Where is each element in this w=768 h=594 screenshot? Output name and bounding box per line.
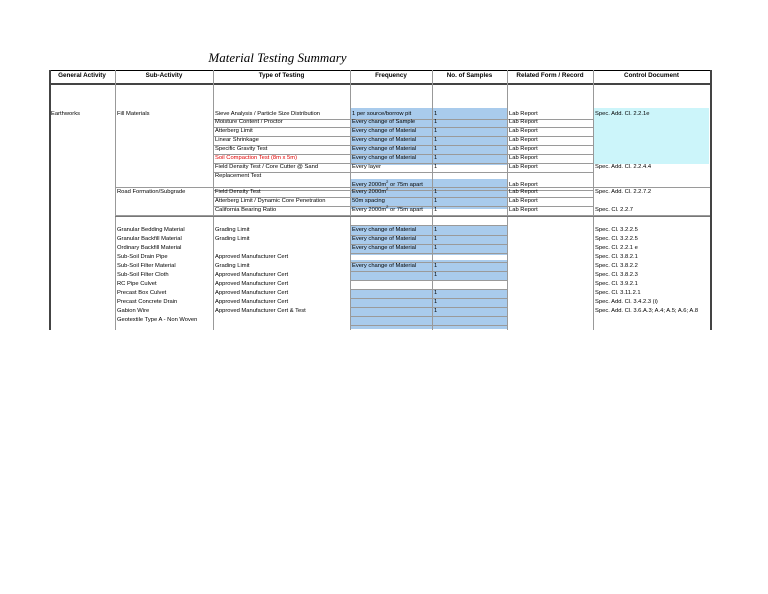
- row-line: [350, 325, 507, 326]
- sub-activity-cell: Road Formation/Subgrade: [117, 189, 186, 195]
- frequency-cell: [352, 186, 389, 197]
- form-record-cell: Lab Report: [509, 207, 538, 213]
- sample-count-cell: 1: [434, 164, 438, 170]
- cell-text: or 75m apart: [388, 182, 423, 188]
- row-line: [350, 225, 507, 226]
- form-record-cell: Lab Report: [509, 111, 538, 117]
- testing-type-cell: California Bearing Ratio: [215, 207, 277, 213]
- frequency-cell: Every change of Material: [352, 236, 417, 242]
- testing-type-cell: Approved Manufacturer Cert: [215, 290, 289, 296]
- sub-activity-cell: Sub-Soil Drain Pipe: [117, 254, 168, 260]
- frequency-cell: 50m spacing: [352, 198, 385, 204]
- testing-type-cell: Atterberg Limit / Dynamic Core Penetration: [215, 198, 326, 204]
- form-record-cell: Lab Report: [509, 155, 538, 161]
- control-document-cell: Spec. Cl. 3.11.2.1: [595, 290, 641, 296]
- testing-type-cell: Linear Shrinkage: [215, 137, 259, 143]
- sample-count-cell: 1: [434, 272, 438, 278]
- cell-text: Every 2000m: [352, 182, 387, 188]
- frequency-cell: Every change of Material: [352, 128, 417, 134]
- column-divider: [710, 70, 712, 330]
- sample-count-cell: 1: [434, 290, 438, 296]
- sample-count-cell: 1: [434, 146, 438, 152]
- control-document-cell: Spec. Add. Cl. 2.2.1e: [595, 111, 650, 117]
- control-document-cell: Spec. Cl. 3.8.2.1: [595, 254, 638, 260]
- column-divider: [115, 70, 116, 330]
- sample-count-cell: 1: [434, 207, 438, 213]
- sample-count-cell: 1: [434, 236, 438, 242]
- page-title: Material Testing Summary: [208, 50, 347, 65]
- frequency-fill-cert: [350, 289, 507, 329]
- testing-type-cell: Grading Limit: [215, 227, 250, 233]
- testing-type-cell: Approved Manufacturer Cert & Test: [215, 308, 306, 314]
- sub-activity-cell: Ordinary Backfill Material: [117, 245, 182, 251]
- control-document-cell: Spec. Add. Cl. 2.2.7.2: [595, 189, 652, 195]
- testing-type-cell: Grading Limit: [215, 236, 250, 242]
- sub-activity-cell: Sub-Soil Filter Cloth: [117, 272, 169, 278]
- form-record-cell: Lab Report: [509, 182, 538, 188]
- control-document-cell: Spec. Add. Cl. 3.4.2.3 (i): [595, 299, 658, 305]
- sample-count-cell: 1: [434, 155, 438, 161]
- form-record-cell: Lab Report: [509, 189, 538, 195]
- superscript: 2: [386, 186, 389, 192]
- frequency-cell: Every change of Material: [352, 245, 417, 251]
- control-document-cell: Spec. Cl. 3.2.2.5: [595, 227, 638, 233]
- form-record-cell: Lab Report: [509, 164, 538, 170]
- testing-type-cell: Sieve Analysis / Particle Size Distribution: [215, 111, 321, 117]
- frequency-cell: Every change of Material: [352, 137, 417, 143]
- cell-text: or 75m apart: [388, 207, 423, 213]
- testing-type-cell: Moisture Content / Proctor: [215, 119, 283, 125]
- column-header: General Activity: [58, 72, 106, 79]
- testing-type-cell: Approved Manufacturer Cert: [215, 254, 289, 260]
- row-line: [350, 307, 507, 308]
- row-line: [350, 253, 507, 254]
- sub-activity-cell: Precast Concrete Drain: [117, 299, 178, 305]
- column-header: Sub-Activity: [145, 72, 183, 79]
- control-document-cell: Spec. Add. Cl. 3.6.A.3; A.4; A.5; A.6; A.8: [595, 308, 699, 314]
- frequency-cell: Every change of Material: [352, 146, 417, 152]
- cell-text: Every 2000m: [352, 189, 387, 195]
- testing-type-cell: Replacement Test: [215, 173, 262, 179]
- row-line: [350, 316, 507, 317]
- sub-activity-cell: Precast Box Culvet: [117, 290, 167, 296]
- frequency-cell: Every change of Sample: [352, 119, 416, 125]
- column-divider: [593, 70, 594, 330]
- control-document-cell: Spec. Cl. 3.8.2.2: [595, 263, 638, 269]
- testing-type-cell: Atterberg Limit: [215, 128, 253, 134]
- form-record-cell: Lab Report: [509, 119, 538, 125]
- sub-activity-cell: RC Pipe Culvet: [117, 281, 157, 287]
- frequency-cell: 1 per source/borrow pit: [352, 111, 412, 117]
- testing-type-cell: Soil Compaction Test (8m x 5m): [215, 155, 298, 161]
- column-divider: [350, 70, 351, 330]
- row-line: [350, 271, 507, 272]
- testing-type-cell: Approved Manufacturer Cert: [215, 281, 289, 287]
- testing-type-cell: Approved Manufacturer Cert: [215, 272, 289, 278]
- form-record-cell: Lab Report: [509, 198, 538, 204]
- testing-type-cell: Field Density Test / Core Cutter @ Sand: [215, 164, 319, 170]
- superscript: 2: [386, 179, 389, 185]
- control-document-cell: Spec. Cl. 3.8.2.3: [595, 272, 638, 278]
- control-document-cell: Spec. Cl. 3.9.2.1: [595, 281, 638, 287]
- column-divider: [507, 70, 508, 330]
- column-header: Control Document: [624, 72, 679, 79]
- sample-count-cell: 1: [434, 111, 438, 117]
- column-divider: [49, 70, 51, 330]
- row-line: [350, 289, 507, 290]
- sample-count-cell: 1: [434, 198, 438, 204]
- form-record-cell: Lab Report: [509, 146, 538, 152]
- sub-activity-cell: Sub-Soil Filter Material: [117, 263, 176, 269]
- cell-text: Every 2000m: [352, 207, 387, 213]
- row-line: [213, 172, 593, 173]
- testing-type-cell: Specific Gravity Test: [215, 146, 268, 152]
- section-divider: [115, 216, 710, 217]
- form-record-cell: Lab Report: [509, 128, 538, 134]
- column-header: Frequency: [375, 72, 407, 79]
- material-testing-table: [49, 70, 710, 330]
- column-header: Related Form / Record: [516, 72, 584, 79]
- row-line: [350, 298, 507, 299]
- control-document-cell: Spec. Cl. 2.2.1 e: [595, 245, 638, 251]
- column-divider: [432, 70, 433, 330]
- control-document-cell: Spec. Add. Cl. 2.2.4.4: [595, 164, 652, 170]
- column-header: Type of Testing: [258, 72, 305, 79]
- testing-type-cell: Approved Manufacturer Cert: [215, 299, 289, 305]
- sample-count-cell: 1: [434, 263, 438, 269]
- row-line: [350, 280, 507, 281]
- form-record-cell: Lab Report: [509, 137, 538, 143]
- sample-count-cell: 1: [434, 128, 438, 134]
- testing-type-cell: Grading Limit: [215, 263, 250, 269]
- sample-count-cell: 1: [434, 189, 438, 195]
- control-document-cell: Spec. Cl. 2.2.7: [595, 207, 634, 213]
- sub-activity-cell: Fill Materials: [117, 111, 150, 117]
- column-divider: [213, 70, 214, 330]
- sub-activity-cell: Granular Bedding Material: [117, 227, 185, 233]
- sample-count-cell: 1: [434, 227, 438, 233]
- general-activity: Earthworks: [51, 111, 80, 117]
- sub-activity-cell: Granular Backfill Material: [117, 236, 182, 242]
- sample-count-cell: 1: [434, 137, 438, 143]
- sample-count-cell: 1: [434, 119, 438, 125]
- frequency-cell: Every change of Material: [352, 155, 417, 161]
- control-document-cell: Spec. Cl. 3.2.2.5: [595, 236, 638, 242]
- superscript: 2: [386, 204, 389, 210]
- sub-activity-cell: Gabion Wire: [117, 308, 150, 314]
- sample-count-cell: 1: [434, 245, 438, 251]
- column-header: No. of Samples: [446, 72, 493, 79]
- frequency-cell: Every change of Material: [352, 227, 417, 233]
- sample-count-cell: 1: [434, 299, 438, 305]
- sub-activity-cell: Geotextile Type A - Non Woven: [117, 317, 198, 323]
- testing-type-cell: Field Density Test: [215, 189, 261, 195]
- frequency-cell: Every layer: [352, 164, 381, 170]
- frequency-cell: Every change of Material: [352, 263, 417, 269]
- sample-count-cell: 1: [434, 308, 438, 314]
- frequency-cell: [352, 204, 423, 215]
